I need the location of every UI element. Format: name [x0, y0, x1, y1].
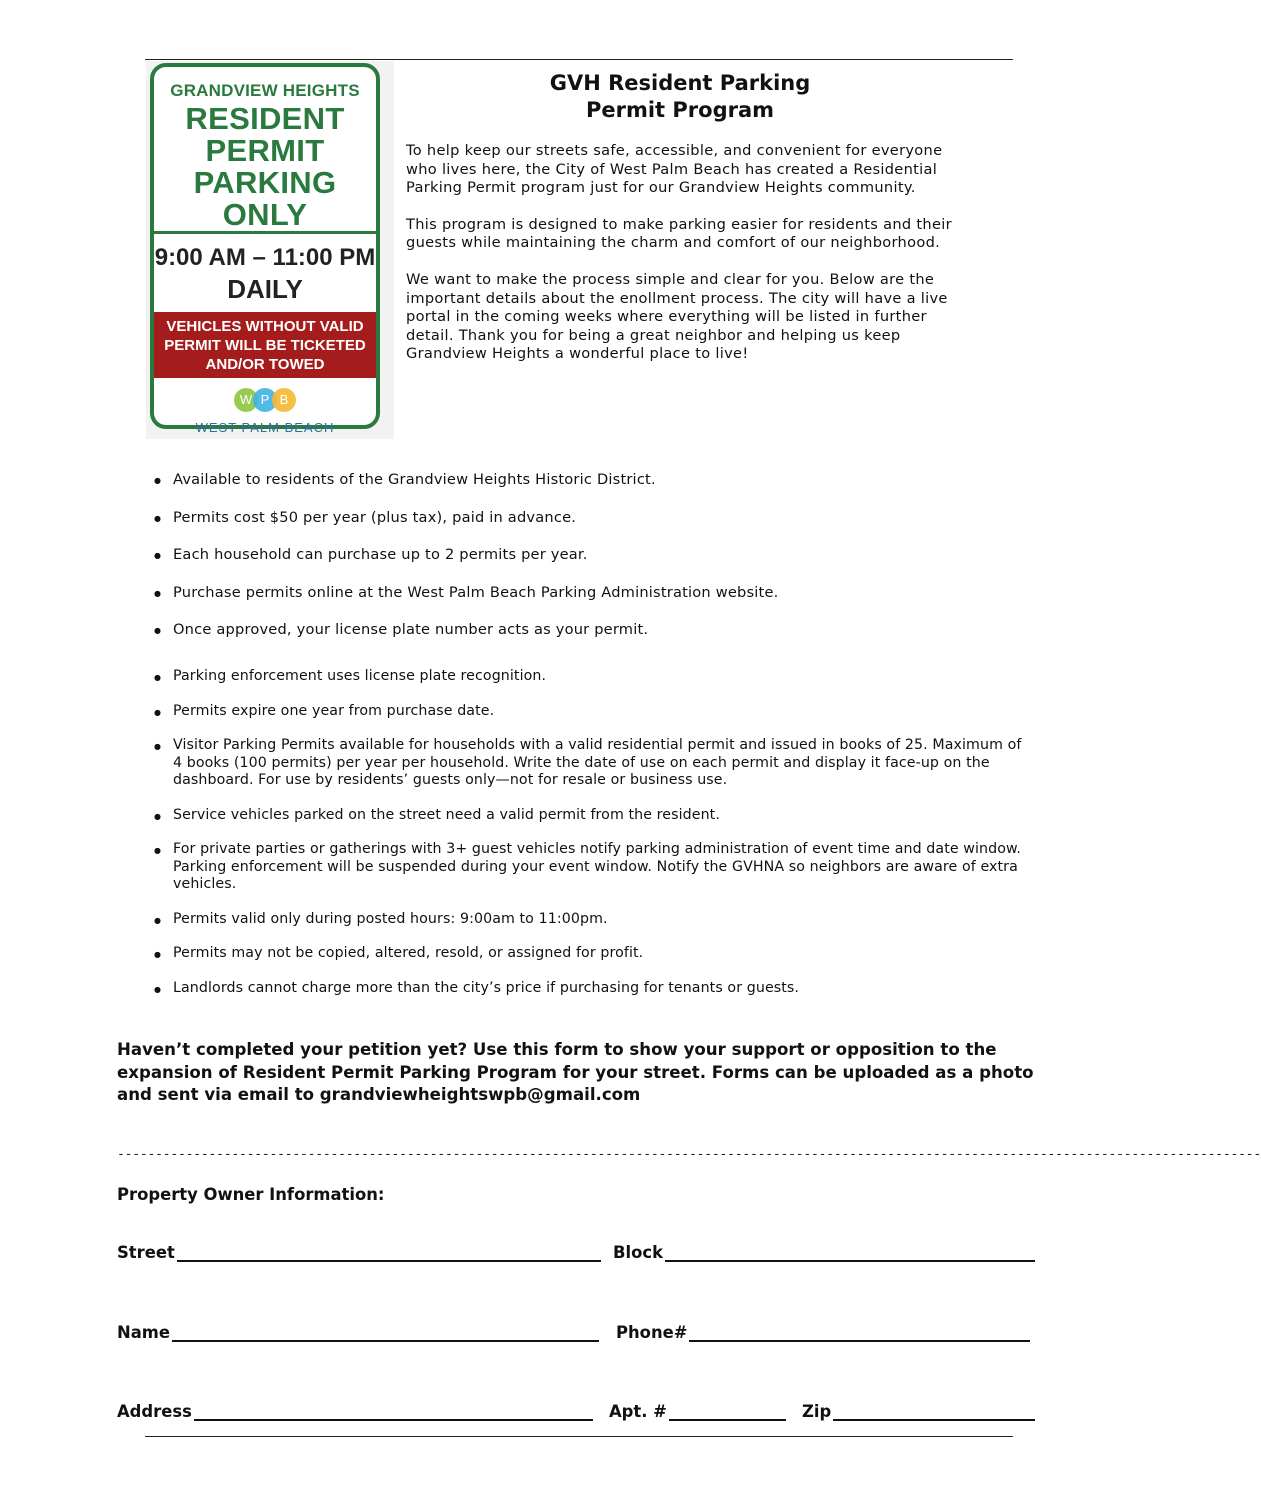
intro-text — [406, 142, 966, 382]
list-item: ● Available to residents of the Grandview Heights Historic District. — [154, 471, 1034, 509]
logo-letter: W — [234, 388, 258, 412]
zip-field[interactable] — [802, 1402, 1035, 1421]
apt-line[interactable] — [669, 1403, 786, 1421]
street-field[interactable] — [117, 1243, 601, 1262]
property-owner-heading: Property Owner Information: — [117, 1185, 385, 1204]
wpb-logo-circles — [234, 388, 296, 412]
sign-resident: RESIDENT — [185, 101, 345, 136]
page-title — [480, 70, 880, 124]
address-line[interactable] — [194, 1403, 593, 1421]
sign-neighborhood: GRANDVIEW HEIGHTS — [170, 81, 360, 100]
sign-parking-only: PARKING ONLY — [193, 165, 337, 232]
sign-daily: DAILY — [227, 274, 303, 304]
list-item: ● Permits cost $50 per year (plus tax), paid in advance. — [154, 509, 1034, 547]
phone-label: Phone# — [616, 1323, 688, 1342]
intro-paragraph: To help keep our streets safe, accessible, and convenient for everyone who lives here, the City of West Palm Beach has created a Residential Parking Permit program just for our Grandview Heights community. — [406, 142, 943, 197]
block-line[interactable] — [665, 1244, 1035, 1262]
program-details-list — [154, 471, 1034, 659]
cut-line: ------------------------------------------------------------------------------------------------------------------------------------------------------ — [117, 1147, 1261, 1162]
logo-letter: P — [253, 388, 277, 412]
top-rule — [145, 59, 1013, 60]
block-field[interactable] — [613, 1243, 1035, 1262]
list-item: ● Visitor Parking Permits available for households with a valid residential permit and issued in books of 25. Maximum of 4 books (100 permits) per year per household. Write the date of use on each permit and display it face-up on the dashboard. For use by residents’ guests only—not for resale or business use. — [154, 737, 1034, 790]
list-item: ● For private parties or gatherings with 3+ guest vehicles notify parking administration of event time and date window. Parking enforcement will be suspended during your event window. Notify the GVHNA so neighbors are aware of extra vehicles. — [154, 841, 1034, 894]
parking-sign-image — [146, 61, 394, 439]
form-row-street — [117, 1243, 1042, 1267]
apt-label: Apt. # — [609, 1402, 667, 1421]
list-item: ● Service vehicles parked on the street need a valid permit from the resident. — [154, 807, 1034, 825]
form-row-name — [117, 1323, 1042, 1347]
phone-line[interactable] — [689, 1324, 1030, 1342]
phone-field[interactable] — [616, 1323, 1030, 1342]
sign-time: 9:00 AM – 11:00 PM — [154, 244, 376, 271]
logo-text: WEST PALM BEACH — [195, 420, 335, 435]
logo-letter: B — [272, 388, 296, 412]
sign-warning-line: AND/OR TOWED — [205, 356, 325, 373]
sign-permit: PERMIT — [205, 133, 325, 168]
wpb-logo — [154, 388, 376, 435]
bottom-rule — [145, 1436, 1013, 1437]
list-item: ● Permits may not be copied, altered, resold, or assigned for profit. — [154, 945, 1034, 963]
list-item: ● Each household can purchase up to 2 permits per year. — [154, 546, 1034, 584]
title-line: GVH Resident Parking — [549, 71, 811, 95]
zip-line[interactable] — [833, 1403, 1035, 1421]
intro-paragraph: This program is designed to make parking easier for residents and their guests while maintaining the charm and comfort of our neighborhood. — [406, 215, 952, 252]
list-item: ● Once approved, your license plate number acts as your permit. — [154, 621, 1034, 659]
address-field[interactable] — [117, 1402, 593, 1421]
list-item: ● Parking enforcement uses license plate recognition. — [154, 668, 1034, 686]
sign-warning-line: PERMIT WILL BE TICKETED — [164, 337, 366, 354]
petition-call-to-action: Haven’t completed your petition yet? Use this form to show your support or opposition to the expansion of Resident Permit Parking Program for your street. Forms can be uploaded as a photo and sent via email to grandviewheightswpb@gmail.com — [117, 1040, 1034, 1104]
apt-field[interactable] — [609, 1402, 786, 1421]
list-item: ● Purchase permits online at the West Palm Beach Parking Administration website. — [154, 584, 1034, 622]
sign-hours — [154, 234, 376, 304]
name-line[interactable] — [172, 1324, 599, 1342]
name-field[interactable] — [117, 1323, 599, 1342]
street-label: Street — [117, 1243, 175, 1262]
sign-warning-line: VEHICLES WITHOUT VALID — [166, 318, 364, 335]
parking-sign — [150, 63, 380, 435]
program-rules-list — [154, 668, 1034, 1014]
list-item: ● Permits expire one year from purchase date. — [154, 703, 1034, 721]
list-item: ● Landlords cannot charge more than the city’s price if purchasing for tenants or guests. — [154, 980, 1034, 998]
sign-warning — [154, 312, 376, 378]
name-label: Name — [117, 1323, 170, 1342]
address-label: Address — [117, 1402, 192, 1421]
form-row-address — [117, 1402, 1042, 1426]
title-line: Permit Program — [585, 98, 775, 122]
intro-paragraph: We want to make the process simple and clear for you. Below are the important details about the enollment process. The city will have a live portal in the coming weeks where everything will be listed in further detail. Thank you for being a great neighbor and helping us keep Grandview Heights a wonderful place to live! — [406, 270, 948, 363]
street-line[interactable] — [177, 1244, 601, 1262]
sign-header — [154, 81, 376, 234]
block-label: Block — [613, 1243, 663, 1262]
zip-label: Zip — [802, 1402, 832, 1421]
list-item: ● Permits valid only during posted hours: 9:00am to 11:00pm. — [154, 911, 1034, 929]
